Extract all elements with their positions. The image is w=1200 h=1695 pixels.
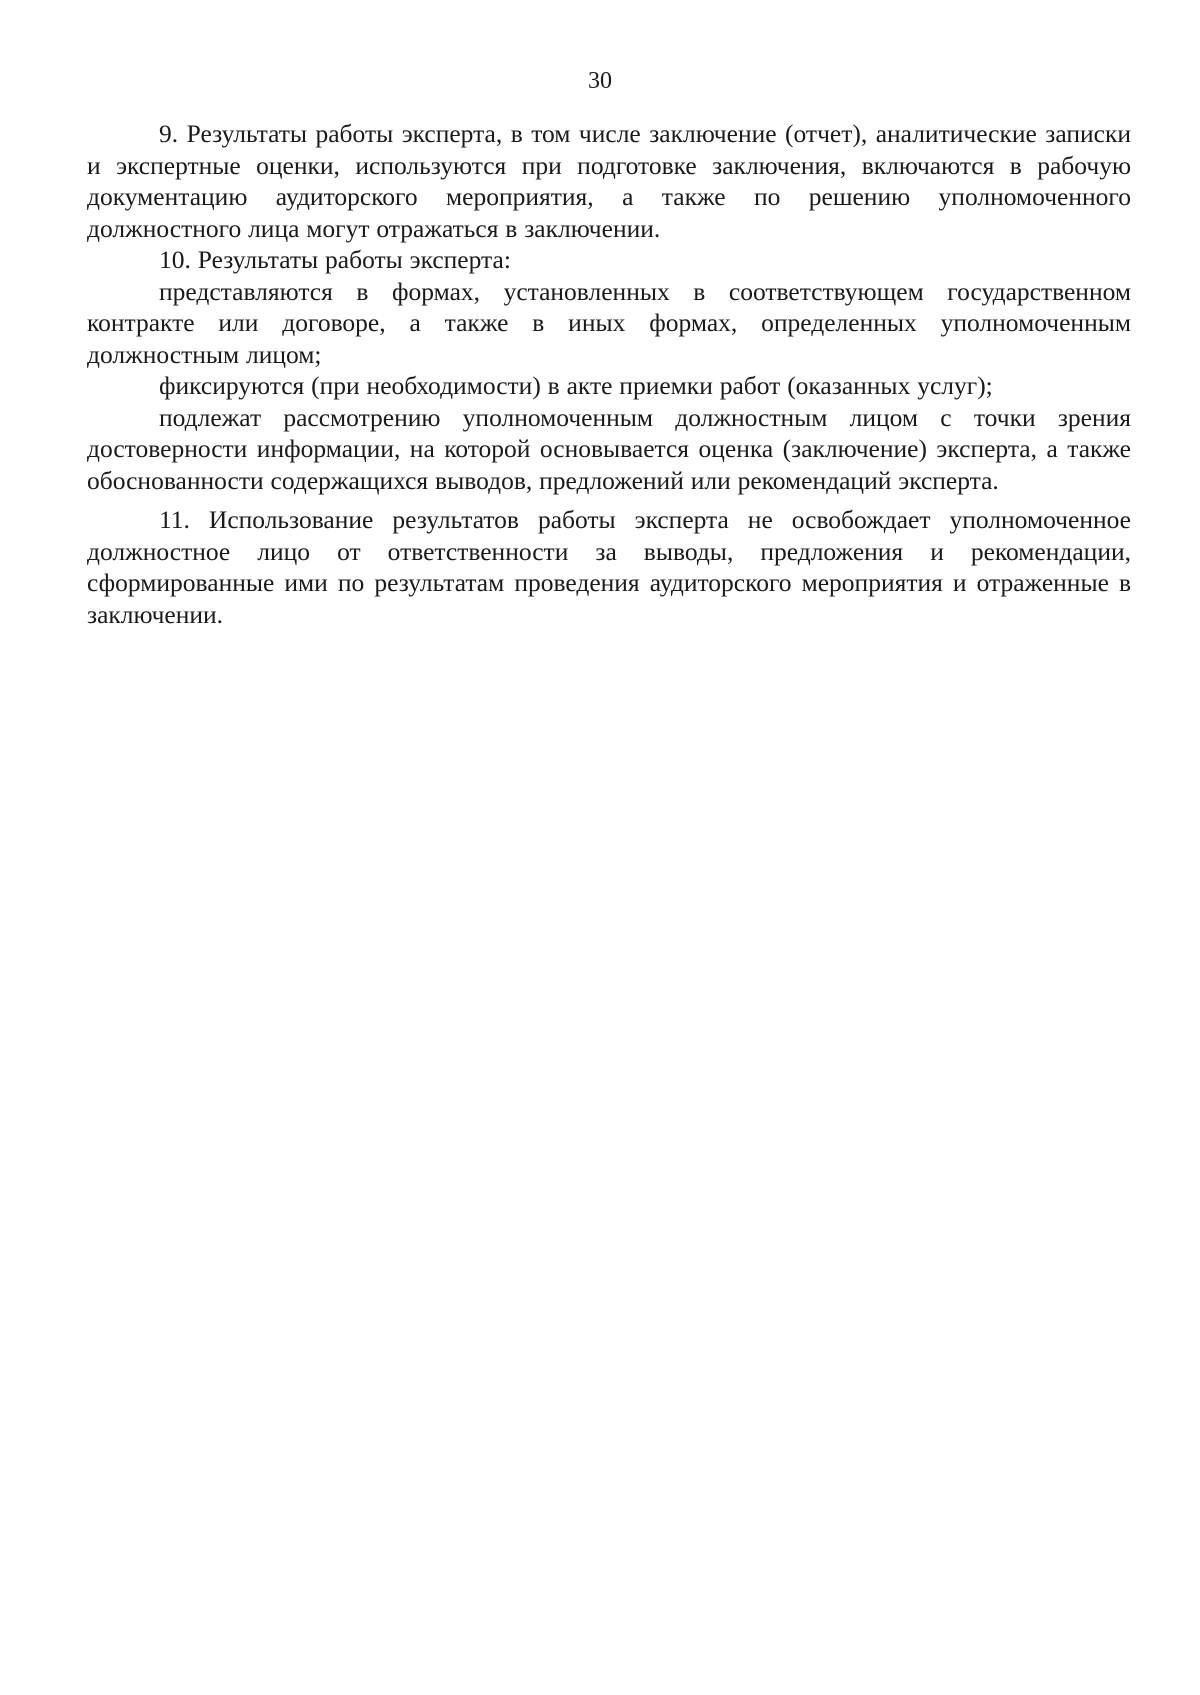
paragraph-10-item-2: фиксируются (при необходимости) в акте приемки работ (оказанных услуг); [159, 371, 993, 400]
document-body [87, 118, 1131, 630]
paragraph-10-item-1: представляются в формах, установленных в соответствующем государственном контракте или договоре, а также в иных формах, определенных уполномоченным должностным лицом; [87, 276, 1131, 369]
paragraph-10: 10. Результаты работы эксперта: [159, 245, 511, 274]
paragraph-9: 9. Результаты работы эксперта, в том числе заключение (отчет), аналитические записки и экспертные оценки, используются при подготовке заключения, включаются в рабочую документацию аудиторского мероприятия, а также по решению уполномоченного должностного лица могут отражаться в заключении. [87, 119, 1131, 243]
paragraph-10-item-3: подлежат рассмотрению уполномоченным должностным лицом с точки зрения достоверности информации, на которой основывается оценка (заключение) эксперта, а также обоснованности содержащихся выводов, предложений или рекомендаций эксперта. [87, 402, 1131, 495]
paragraph-11: 11. Использование результатов работы эксперта не освобождает уполномоченное должностное лицо от ответственности за выводы, предложения и рекомендации, сформированные ими по результатам проведения аудиторского мероприятия и отраженные в заключении. [87, 505, 1131, 629]
page-number: 30 [588, 68, 612, 94]
